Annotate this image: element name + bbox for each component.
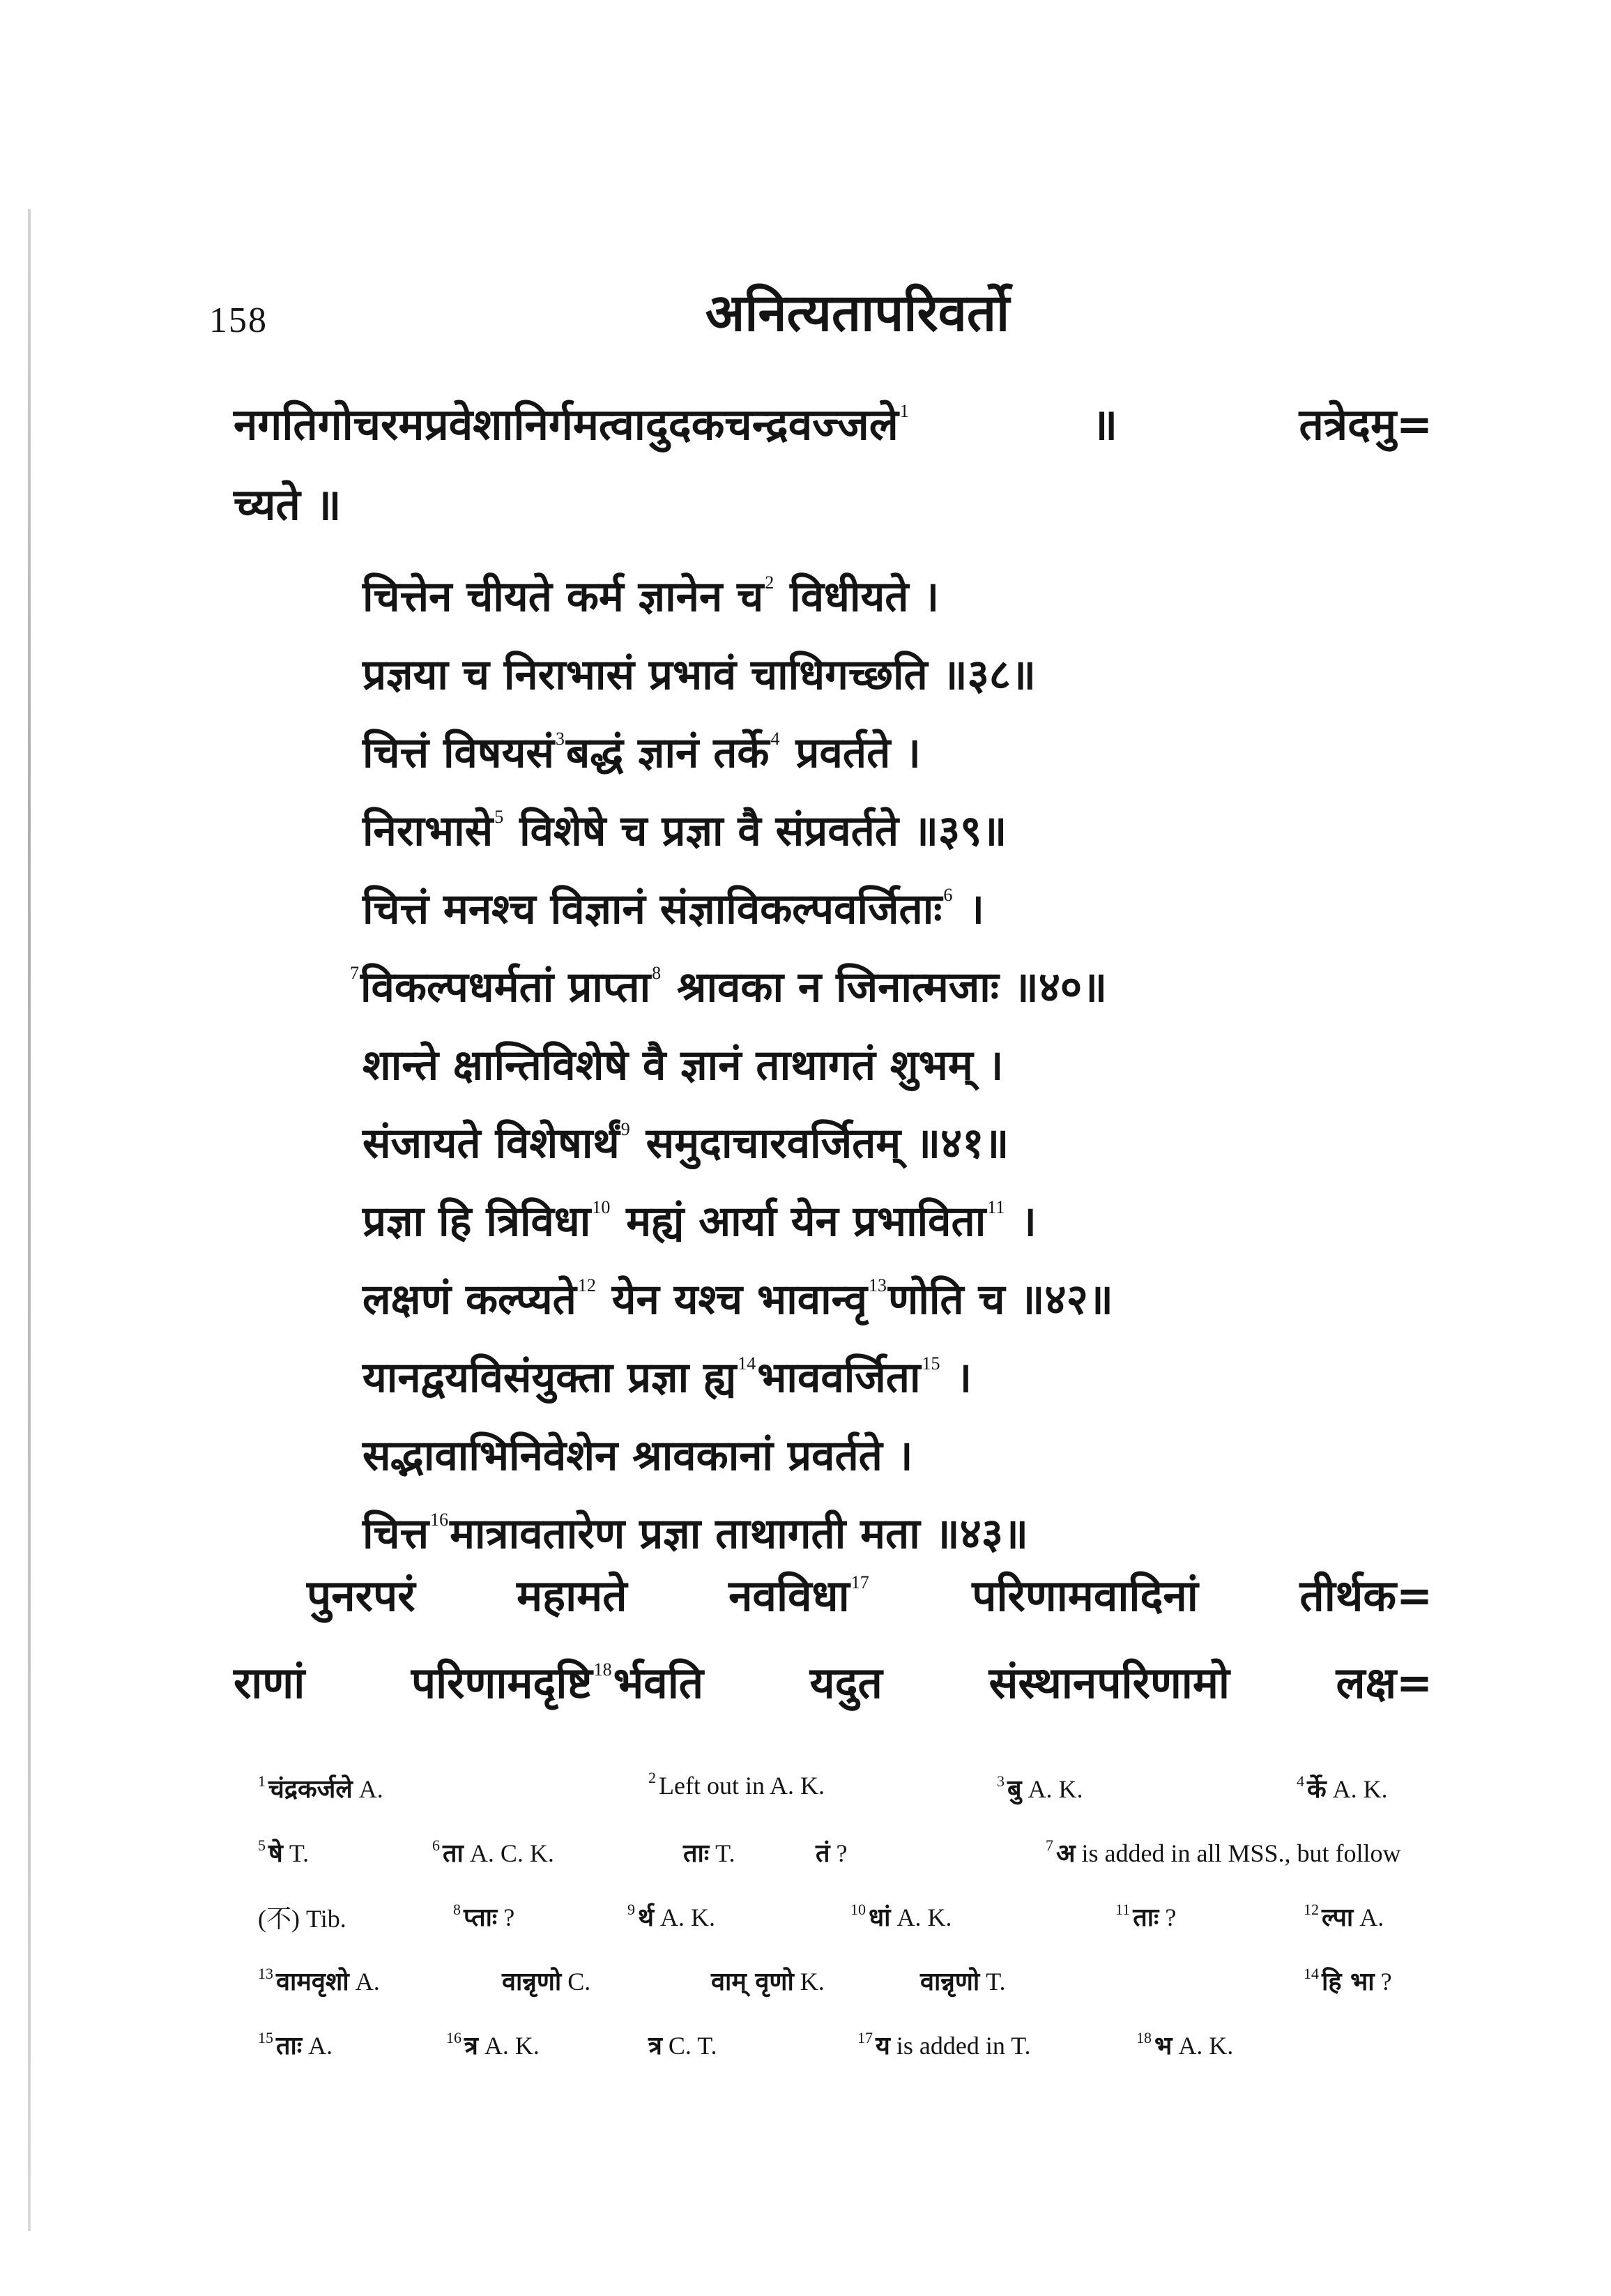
footnote-note: C. T. xyxy=(662,2032,717,2060)
verse-text: येन यश्च भावान्वृ xyxy=(597,1275,867,1324)
verse-text: विधीयते । xyxy=(775,572,940,621)
footnote-variant: प्ताः xyxy=(464,1903,498,1932)
footnote-entry xyxy=(502,1963,590,1998)
verse-line xyxy=(362,636,1478,714)
verse-text: लक्षणं कल्प्यते xyxy=(362,1275,577,1324)
verse-text: चित्त xyxy=(362,1510,429,1558)
footnote-marker: 10 xyxy=(592,1197,611,1217)
footnote-entry xyxy=(850,1899,952,1933)
footnote-number: 14 xyxy=(1304,1965,1319,1982)
footnote-number: 7 xyxy=(1046,1837,1053,1854)
footnote-note: A. K. xyxy=(654,1903,716,1931)
footnote-number: 10 xyxy=(850,1901,866,1918)
footnote-note: ? xyxy=(497,1903,515,1931)
footnote-note: K. xyxy=(793,1968,825,1995)
footnote-marker: 4 xyxy=(770,729,780,749)
footnote-variant: वाम् वृणो xyxy=(711,1968,794,1996)
footnote-entry xyxy=(648,1771,825,1800)
footnote-variant: बु xyxy=(1007,1775,1022,1804)
footnote-marker: 17 xyxy=(850,1572,869,1592)
running-title: अनित्यतापरिवर्तो xyxy=(705,283,1010,343)
footnote-variant: तं xyxy=(816,1839,830,1868)
footnote-note: is added in T. xyxy=(890,2032,1031,2060)
verse-text: विकल्पधर्मतां प्राप्ता xyxy=(360,963,651,1012)
footnote-number: 5 xyxy=(258,1837,266,1854)
verse-text: । xyxy=(954,885,985,934)
verse-text: यानद्वयविसंयुक्ता प्रज्ञा ह्य xyxy=(362,1353,737,1402)
verse-text: संजायते विशेषार्थं xyxy=(362,1119,620,1168)
footnote-line xyxy=(258,1885,1429,1949)
footnote-marker: 9 xyxy=(620,1119,630,1139)
verse-line xyxy=(362,1104,1478,1183)
footnote-entry xyxy=(857,2028,1031,2062)
footnote-note: A. xyxy=(349,1968,380,1995)
verse-text: चित्तं मनश्च विज्ञानं संज्ञाविकल्पवर्जिताः xyxy=(362,885,942,934)
prose-line-4: राणां परिणामदृष्टि$^{18}$र्भवति यदुत संस्थानपरिणामो लक्ष= xyxy=(234,1657,1433,1708)
verse-text: मह्यं आर्या येन प्रभाविता xyxy=(611,1197,986,1246)
footnote-entry xyxy=(258,1771,383,1805)
footnote-line xyxy=(258,2014,1429,2078)
footnote-number: 16 xyxy=(446,2029,461,2046)
footnote-number: 11 xyxy=(1115,1901,1131,1918)
verse-text: । xyxy=(941,1353,972,1402)
footnote-variant: त्र xyxy=(648,2032,662,2060)
footnote-note: A. xyxy=(1353,1903,1384,1931)
footnote-marker: 12 xyxy=(577,1275,596,1295)
page-binding-shadow xyxy=(28,209,31,2231)
footnote-entry xyxy=(1297,1771,1388,1805)
footnote-note: T. xyxy=(709,1839,735,1867)
footnote-note: (不) Tib. xyxy=(258,1905,346,1933)
footnote-note: T. xyxy=(282,1839,310,1867)
footnote-number: 2 xyxy=(648,1769,656,1786)
footnote-marker: 13 xyxy=(868,1275,887,1295)
verse-line xyxy=(362,1495,1478,1573)
footnote-marker: 2 xyxy=(765,572,774,593)
footnote-variant: चंद्रकर्जले xyxy=(268,1775,353,1804)
footnote-entry xyxy=(627,1899,715,1933)
footnote-variant: ताः xyxy=(276,2032,303,2060)
footnote-entry xyxy=(1115,1899,1176,1933)
footnote-note: A. C. K. xyxy=(463,1839,554,1867)
verse-text: बद्धं ज्ञानं तर्के xyxy=(565,729,770,777)
footnote-number: 15 xyxy=(258,2029,273,2046)
footnote-line xyxy=(258,1821,1429,1885)
footnote-note: A. xyxy=(352,1775,383,1803)
footnote-variant: र्के xyxy=(1307,1775,1327,1804)
page-header xyxy=(209,275,1464,373)
footnote-note: A. K. xyxy=(478,2032,540,2060)
footnote-variant: य xyxy=(876,2032,890,2060)
verse-text: सद्भावाभिनिवेशेन श्रावकानां प्रवर्तते । xyxy=(362,1431,913,1480)
verse-text: श्रावका न जिनात्मजाः ॥४०॥ xyxy=(662,963,1108,1012)
footnote-variant: भ xyxy=(1154,2032,1173,2060)
footnote-entry xyxy=(648,2028,717,2062)
prose-line-1: नगतिगोचरमप्रवेशानिर्गमत्वादुदकचन्द्रवज्जले$^1$ ॥ तत्रेदमु= xyxy=(234,399,1433,450)
footnote-marker: 1 xyxy=(899,401,909,421)
footnote-note: C. xyxy=(561,1968,591,1995)
footnote-number: 3 xyxy=(997,1772,1005,1790)
footnote-entry xyxy=(453,1899,514,1933)
footnote-marker: 14 xyxy=(738,1353,756,1374)
footnote-entry xyxy=(258,1963,380,1998)
verse-text: प्रज्ञया च निराभासं प्रभावं चाधिगच्छति ॥३८॥ xyxy=(362,651,1036,699)
footnote-variant: वामवृशो xyxy=(276,1968,349,1996)
verse-line xyxy=(362,1261,1478,1339)
footnote-variant: र्थ xyxy=(638,1903,655,1932)
verse-line xyxy=(349,948,1478,1026)
verse-line xyxy=(362,1339,1478,1417)
footnote-variant: धां xyxy=(869,1903,891,1932)
footnote-number: 17 xyxy=(857,2029,873,2046)
footnote-entry xyxy=(258,2028,333,2062)
verse-line xyxy=(362,558,1478,636)
footnote-number: 13 xyxy=(258,1965,273,1982)
footnote-entry xyxy=(816,1835,848,1869)
footnote-variant: षे xyxy=(268,1839,283,1868)
footnotes-section xyxy=(258,1757,1429,2078)
verse-text: चित्तेन चीयते कर्म ज्ञानेन च xyxy=(362,572,764,621)
footnote-number: 1 xyxy=(258,1772,266,1790)
verse-text: मात्रावतारेण प्रज्ञा ताथागती मता ॥४३॥ xyxy=(450,1510,1028,1558)
footnote-note: A. xyxy=(302,2032,333,2060)
footnote-note: ? xyxy=(1159,1903,1177,1931)
verse-text: णोति च ॥४२॥ xyxy=(887,1275,1113,1324)
verse-text: । xyxy=(1006,1197,1037,1246)
footnote-variant: ल्पा xyxy=(1322,1903,1354,1932)
footnote-entry xyxy=(683,1835,735,1869)
footnote-entry xyxy=(711,1963,825,1998)
verse-text: शान्ते क्षान्तिविशेषे वै ज्ञानं ताथागतं शुभम् । xyxy=(362,1041,1004,1090)
footnote-variant: हि भा xyxy=(1322,1968,1375,1996)
footnote-entry xyxy=(432,1835,554,1869)
footnote-note: ? xyxy=(1374,1968,1392,1995)
footnote-marker: 11 xyxy=(987,1197,1005,1217)
page-number: 158 xyxy=(209,301,268,340)
prose-line-2: च्यते ॥ xyxy=(234,479,342,530)
footnote-entry xyxy=(1304,1963,1392,1998)
footnote-entry xyxy=(1046,1835,1401,1869)
footnote-variant: ताः xyxy=(683,1839,710,1868)
verse-line xyxy=(362,1417,1478,1495)
footnote-entry xyxy=(997,1771,1083,1805)
verse-text: निराभासे xyxy=(362,807,494,856)
verse-line xyxy=(362,1026,1478,1104)
footnote-number: 8 xyxy=(453,1901,461,1918)
footnote-variant: वान्नृणो xyxy=(502,1968,562,1996)
footnote-marker: 15 xyxy=(922,1353,940,1374)
footnote-marker: 3 xyxy=(555,729,565,749)
footnote-marker: 18 xyxy=(593,1659,612,1680)
verse-line xyxy=(362,870,1478,948)
footnote-note: A. K. xyxy=(1172,2032,1234,2060)
verse-text: प्रज्ञा हि त्रिविधा xyxy=(362,1197,591,1246)
footnote-marker: 8 xyxy=(652,963,662,983)
footnote-number: 4 xyxy=(1297,1772,1304,1790)
footnote-entry xyxy=(258,1899,346,1935)
footnote-marker: 7 xyxy=(350,963,359,983)
footnote-marker: 16 xyxy=(430,1510,449,1530)
verse-text: विशेषे च प्रज्ञा वै संप्रवर्तते ॥३९॥ xyxy=(505,807,1007,856)
footnote-entry xyxy=(1304,1899,1384,1933)
footnote-number: 9 xyxy=(627,1901,635,1918)
footnote-variant: अ xyxy=(1056,1839,1076,1868)
verse-block xyxy=(350,558,1478,1573)
footnote-marker: 5 xyxy=(494,807,504,827)
footnote-entry xyxy=(920,1963,1006,1998)
footnote-note: A. K. xyxy=(1021,1775,1083,1803)
footnote-variant: ता xyxy=(443,1839,464,1868)
footnote-number: 12 xyxy=(1304,1901,1319,1918)
footnote-entry xyxy=(1136,2028,1233,2062)
footnote-note: A. K. xyxy=(890,1903,952,1931)
footnote-note: T. xyxy=(979,1968,1006,1995)
verse-text: चित्तं विषयसं xyxy=(362,729,554,777)
footnote-note: Left out in A. K. xyxy=(659,1772,825,1800)
verse-text: प्रवर्तते । xyxy=(781,729,921,777)
footnote-entry xyxy=(258,1835,309,1869)
verse-line xyxy=(362,792,1478,870)
footnote-line xyxy=(258,1757,1429,1821)
verse-line xyxy=(362,714,1478,792)
verse-line xyxy=(362,1183,1478,1261)
verse-text: भाववर्जिता xyxy=(757,1353,921,1402)
footnote-note: is added in all MSS., but follow xyxy=(1075,1839,1401,1867)
footnote-number: 6 xyxy=(432,1837,440,1854)
verse-text: समुदाचारवर्जितम् ॥४१॥ xyxy=(631,1119,1009,1168)
footnote-variant: त्र xyxy=(464,2032,478,2060)
footnote-variant: ताः xyxy=(1133,1903,1159,1932)
footnote-entry xyxy=(446,2028,540,2062)
footnote-marker: 6 xyxy=(943,885,953,905)
footnote-number: 18 xyxy=(1136,2029,1152,2046)
footnote-line xyxy=(258,1949,1429,2014)
footnote-note: A. K. xyxy=(1326,1775,1388,1803)
footnote-note: ? xyxy=(830,1839,848,1867)
footnote-variant: वान्नृणो xyxy=(920,1968,980,1996)
prose-line-3: पुनरपरं महामते नवविधा$^{17}$ परिणामवादिनां तीर्थक= xyxy=(307,1570,1433,1621)
